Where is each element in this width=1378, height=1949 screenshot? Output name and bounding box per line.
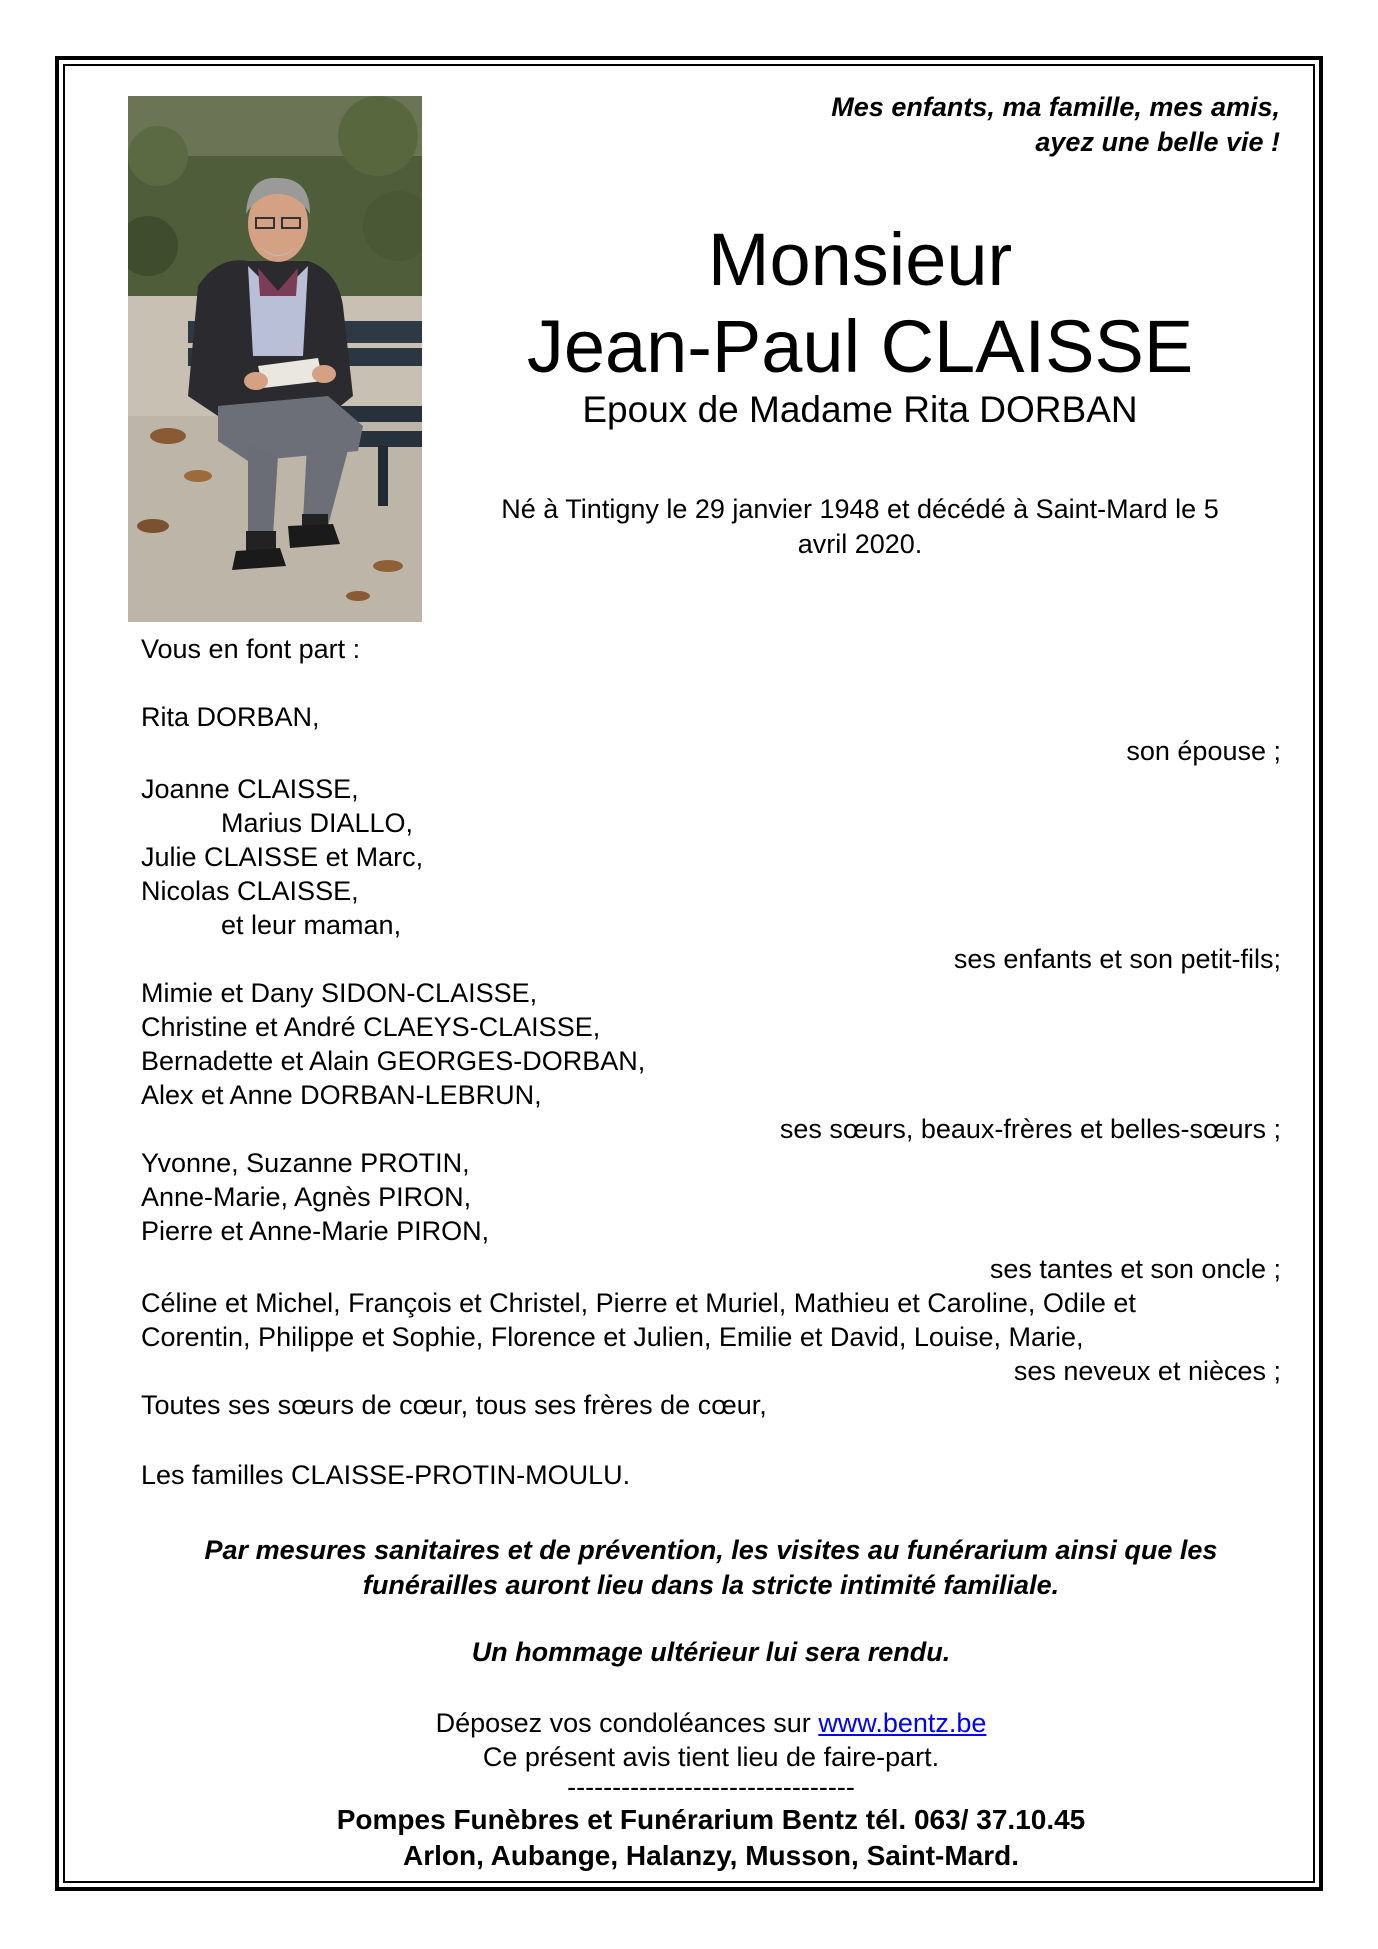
family-member: Joanne CLAISSE,	[141, 774, 359, 804]
relation-label: son épouse ;	[1126, 736, 1281, 766]
family-member: Corentin, Philippe et Sophie, Florence et Julien, Emilie et David, Louise, Marie,	[141, 1322, 1084, 1352]
family-member: Bernadette et Alain GEORGES-DORBAN,	[141, 1046, 646, 1076]
family-member: Yvonne, Suzanne PROTIN,	[141, 1148, 470, 1178]
separator-line: --------------------------------	[567, 1772, 855, 1802]
condolences-text: Déposez vos condoléances sur	[435, 1708, 819, 1738]
family-member: Pierre et Anne-Marie PIRON,	[141, 1216, 490, 1246]
motto	[580, 90, 1280, 160]
family-member: Mimie et Dany SIDON-CLAISSE,	[141, 978, 538, 1008]
deceased-name: Jean-Paul CLAISSE	[526, 305, 1194, 388]
relation-label: ses neveux et nièces ;	[1013, 1356, 1281, 1386]
motto-line-1: Mes enfants, ma famille, mes amis,	[831, 92, 1280, 122]
birth-line-2: avril 2020.	[797, 529, 923, 559]
intro-line: Vous en font part :	[141, 634, 361, 664]
relation-label: ses sœurs, beaux-frères et belles-sœurs ;	[779, 1114, 1281, 1144]
condolences-link[interactable]: www.bentz.be	[818, 1708, 987, 1738]
relation-label: ses enfants et son petit-fils;	[953, 944, 1281, 974]
funeral-home-line: Pompes Funèbres et Funérarium Bentz tél. 063/ 37.10.45	[336, 1804, 1086, 1835]
sanitary-notice	[141, 1533, 1281, 1603]
family-member: Les familles CLAISSE-PROTIN-MOULU.	[141, 1460, 631, 1490]
family-member: Nicolas CLAISSE,	[141, 876, 359, 906]
family-list	[141, 632, 1281, 1492]
family-member: Céline et Michel, François et Christel, Pierre et Muriel, Mathieu et Caroline, Odile et	[141, 1288, 1136, 1318]
relation-label: ses tantes et son oncle ;	[989, 1254, 1281, 1284]
family-member: Toutes ses sœurs de cœur, tous ses frères de cœur,	[141, 1390, 767, 1420]
portrait-photo	[128, 96, 422, 622]
family-member: Marius DIALLO,	[221, 808, 414, 838]
locations-line: Arlon, Aubange, Halanzy, Musson, Saint-Mard.	[402, 1840, 1020, 1871]
tribute-notice: Un hommage ultérieur lui sera rendu.	[471, 1637, 951, 1667]
family-member: Alex et Anne DORBAN-LEBRUN,	[141, 1080, 542, 1110]
notice-line-1: Par mesures sanitaires et de prévention, les visites au funérarium ainsi que les	[204, 1535, 1218, 1565]
family-member: et leur maman,	[221, 910, 402, 940]
family-member: Anne-Marie, Agnès PIRON,	[141, 1182, 472, 1212]
notice-line-2: funérailles auront lieu dans la stricte intimité familiale.	[362, 1570, 1060, 1600]
motto-line-2: ayez une belle vie !	[1035, 127, 1280, 157]
faire-part-line: Ce présent avis tient lieu de faire-part.	[482, 1742, 940, 1772]
family-member: Rita DORBAN,	[141, 702, 320, 732]
family-member: Julie CLAISSE et Marc,	[141, 842, 424, 872]
birth-line-1: Né à Tintigny le 29 janvier 1948 et décédé à Saint-Mard le 5	[501, 494, 1219, 524]
spouse-line: Epoux de Madame Rita DORBAN	[582, 389, 1138, 430]
family-member: Christine et André CLAEYS-CLAISSE,	[141, 1012, 601, 1042]
birth-death-info	[460, 492, 1260, 562]
salutation: Monsieur	[707, 218, 1013, 301]
condolences-line	[141, 1706, 1281, 1740]
